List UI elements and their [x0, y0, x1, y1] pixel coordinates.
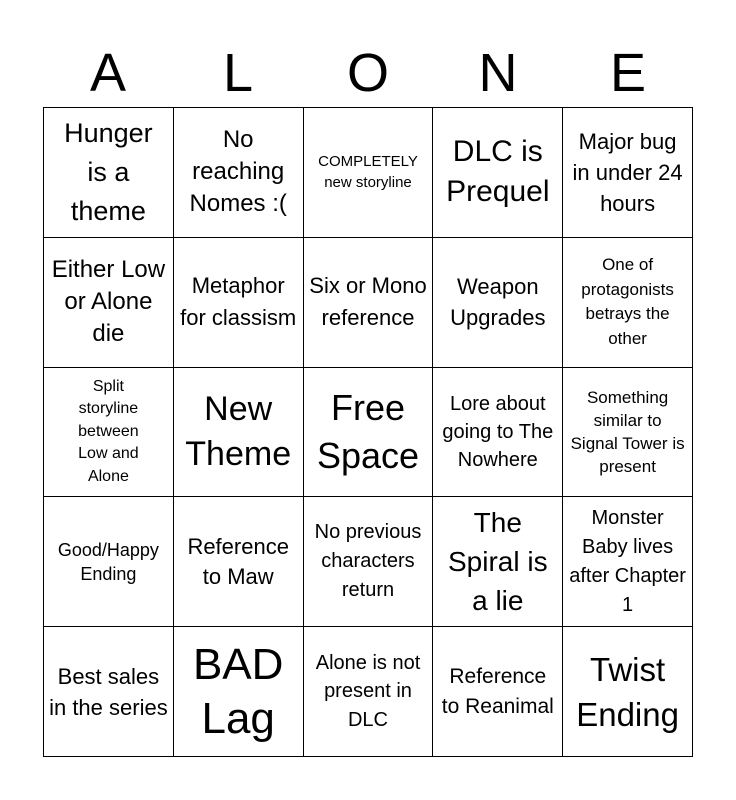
bingo-cell-dlc-prequel[interactable] — [433, 108, 563, 238]
cell-label: BAD Lag — [192, 639, 284, 743]
cell-label: Best sales in the series — [49, 663, 168, 720]
bingo-cell-happy-ending[interactable] — [44, 497, 174, 627]
header-letter-o: O — [346, 43, 389, 103]
cell-label: Alone is not present in DLC — [315, 651, 421, 731]
bingo-cell-no-nomes[interactable] — [174, 108, 304, 238]
cell-label: Metaphor for classism — [180, 273, 297, 331]
bingo-cell-maw-reference[interactable] — [174, 497, 304, 627]
cell-label: Major bug in under 24 hours — [572, 128, 683, 216]
cell-label: COMPLETELY new storyline — [318, 153, 418, 192]
cell-label: Lore about going to The Nowhere — [442, 392, 554, 471]
cell-label: Reference to Reanimal — [441, 665, 554, 718]
bingo-cell-nowhere-lore[interactable] — [433, 368, 563, 498]
cell-label: Weapon Upgrades — [450, 274, 546, 331]
cell-label: New Theme — [185, 389, 292, 473]
bingo-cell-new-theme[interactable] — [174, 368, 304, 498]
bingo-cell-spiral-lie[interactable] — [433, 497, 563, 627]
bingo-cell-new-storyline[interactable] — [304, 108, 434, 238]
bingo-cell-signal-tower[interactable] — [563, 368, 693, 498]
cell-label: Hunger is a theme — [64, 117, 153, 226]
bingo-grid — [43, 107, 693, 757]
cell-label: Twist Ending — [576, 650, 679, 733]
bingo-cell-twist-ending[interactable] — [563, 627, 693, 757]
cell-label: DLC is Prequel — [446, 135, 550, 209]
bingo-cell-major-bug[interactable] — [563, 108, 693, 238]
header-letter-n: N — [478, 43, 518, 103]
bingo-cell-betrayal[interactable] — [563, 238, 693, 368]
cell-label: The Spiral is a lie — [447, 507, 548, 617]
cell-label: Either Low or Alone die — [51, 256, 166, 348]
cell-label: Six or Mono reference — [309, 273, 427, 331]
header-letter-e: E — [609, 43, 647, 103]
bingo-header — [43, 40, 693, 106]
bingo-cell-reanimal-reference[interactable] — [433, 627, 563, 757]
cell-label: Something similar to Signal Tower is present — [570, 387, 685, 476]
bingo-cell-best-sales[interactable] — [44, 627, 174, 757]
header-letter-l: L — [222, 43, 254, 103]
bingo-cell-free-space[interactable] — [304, 368, 434, 498]
header-letter-a: A — [89, 43, 127, 103]
cell-label: Good/Happy Ending — [57, 539, 159, 584]
bingo-cell-six-mono[interactable] — [304, 238, 434, 368]
cell-label: Monster Baby lives after Chapter 1 — [569, 506, 686, 616]
bingo-cell-hunger-theme[interactable] — [44, 108, 174, 238]
bingo-cell-low-or-alone-die[interactable] — [44, 238, 174, 368]
cell-label: One of protagonists betrays the other — [581, 255, 674, 348]
bingo-cell-no-returning-characters[interactable] — [304, 497, 434, 627]
bingo-cell-alone-absent[interactable] — [304, 627, 434, 757]
bingo-cell-weapon-upgrades[interactable] — [433, 238, 563, 368]
cell-label: No reaching Nomes :( — [189, 126, 287, 218]
bingo-cell-classism[interactable] — [174, 238, 304, 368]
bingo-cell-bad-lag[interactable] — [174, 627, 304, 757]
bingo-cell-monster-baby[interactable] — [563, 497, 693, 627]
cell-label: Free Space — [316, 386, 420, 476]
bingo-cell-split-storyline[interactable] — [44, 368, 174, 498]
cell-label: Split storyline between Low and Alone — [78, 377, 139, 485]
cell-label: Reference to Maw — [187, 533, 289, 589]
cell-label: No previous characters return — [314, 521, 422, 602]
